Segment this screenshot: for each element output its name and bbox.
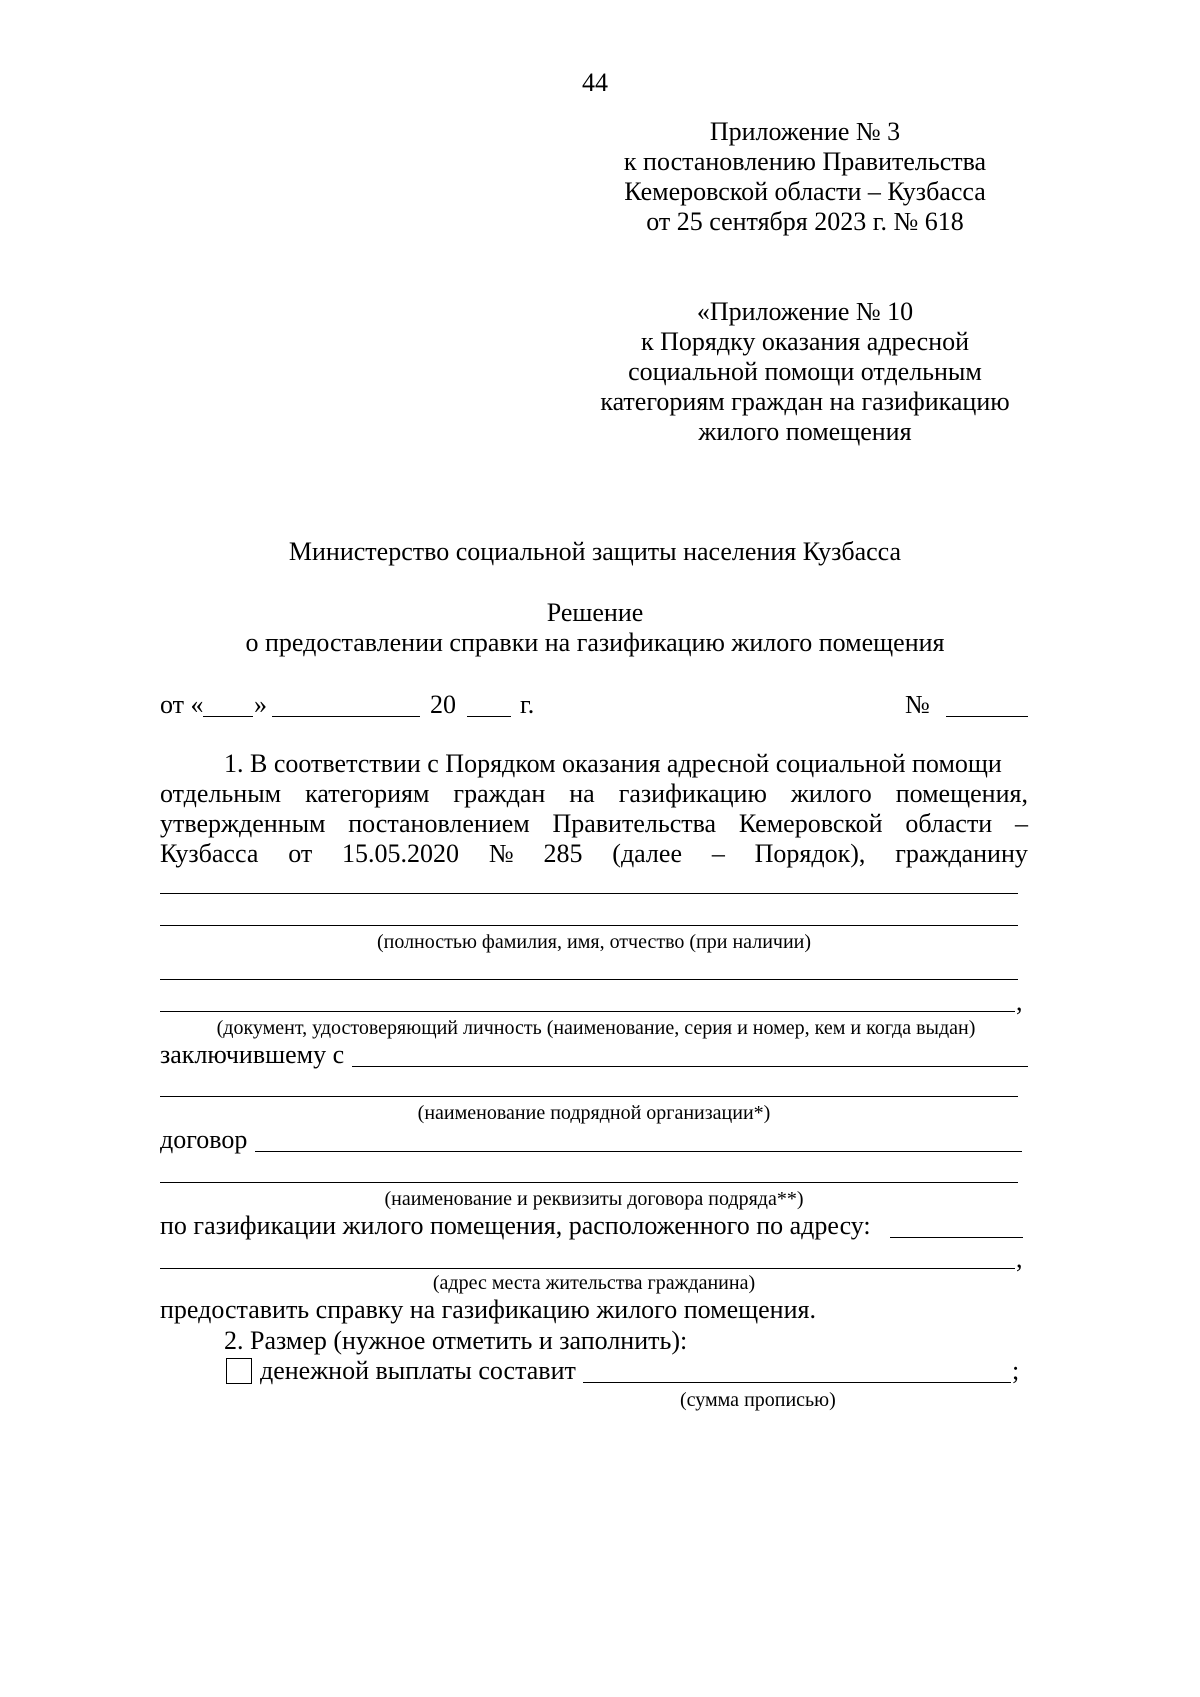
year-prefix: 20 [430, 690, 456, 719]
number-sign: № [905, 690, 930, 719]
word: (далее [612, 839, 682, 868]
appendix-subheader-line: категориям граждан на газификацию [600, 387, 1010, 416]
word: помещения, [895, 779, 1028, 808]
day-field[interactable] [203, 716, 253, 717]
sum-caption: (сумма прописью) [680, 1389, 836, 1411]
appendix-header-line: Приложение № 3 [709, 117, 901, 146]
word: утвержденным [160, 809, 326, 838]
word: 285 [543, 839, 583, 868]
payment-checkbox[interactable] [226, 1358, 252, 1384]
word: – [1014, 809, 1028, 838]
word: от [288, 839, 313, 868]
provide-statement: предоставить справку на газификацию жилого помещения. [160, 1295, 816, 1324]
semicolon: ; [1012, 1356, 1020, 1385]
appendix-subheader-line: к Порядку оказания адресной [640, 327, 970, 356]
appendix-header-line: к постановлению Правительства [623, 147, 987, 176]
number-field[interactable] [946, 716, 1028, 717]
para1-line2 [160, 779, 1028, 809]
appendix-subheader [600, 297, 1010, 447]
para1-line4 [160, 839, 1028, 869]
appendix-header [600, 117, 1010, 237]
comma: , [1016, 1244, 1023, 1273]
para1-line3 [160, 809, 1028, 839]
size-heading: 2. Размер (нужное отметить и заполнить): [224, 1326, 688, 1355]
word: постановлением [348, 809, 530, 838]
contractor-field-2[interactable] [160, 1096, 1018, 1097]
payment-label: денежной выплаты составит [260, 1356, 576, 1385]
word: отдельным [160, 779, 282, 808]
year-suffix: г. [520, 690, 535, 719]
date-close-quote: » [254, 690, 267, 719]
address-caption: (адрес места жительства гражданина) [432, 1272, 756, 1294]
address-label: по газификации жилого помещения, расположенного по адресу: [160, 1211, 871, 1240]
word: категориям [305, 779, 430, 808]
word: № [488, 839, 514, 868]
month-field[interactable] [272, 716, 420, 717]
document-caption: (документ, удостоверяющий личность (наименование, серия и номер, кем и когда выдан) [216, 1017, 976, 1039]
contract-caption: (наименование и реквизиты договора подряда**) [384, 1188, 804, 1210]
document-subtitle: о предоставлении справки на газификацию жилого помещения [245, 628, 945, 657]
document-title: Решение [546, 598, 644, 627]
address-field[interactable] [890, 1237, 1023, 1238]
appendix-header-line: от 25 сентября 2023 г. № 618 [646, 207, 964, 236]
concluded-with-label: заключившему с [160, 1040, 345, 1069]
date-prefix: от « [160, 690, 204, 719]
ministry-name: Министерство социальной защиты населения Кузбасса [288, 537, 902, 566]
appendix-subheader-line: жилого помещения [698, 417, 912, 446]
word: гражданину [895, 839, 1028, 868]
payment-amount-field[interactable] [583, 1382, 1011, 1383]
identity-document-field-2[interactable] [160, 1011, 1015, 1012]
word: Кемеровской [738, 809, 883, 838]
word: граждан [453, 779, 546, 808]
para1-line1: 1. В соответствии с Порядком оказания адресной социальной помощи [224, 749, 1002, 778]
word: Порядок), [754, 839, 866, 868]
year-field[interactable] [467, 716, 511, 717]
comma: , [1016, 987, 1023, 1016]
contract-field[interactable] [255, 1151, 1022, 1152]
word: 15.05.2020 [342, 839, 460, 868]
word: Кузбасса [160, 839, 259, 868]
appendix-subheader-line: «Приложение № 10 [696, 297, 914, 326]
word: на [569, 779, 595, 808]
word: области [905, 809, 993, 838]
address-field-2[interactable] [160, 1268, 1015, 1269]
word: газификацию [618, 779, 767, 808]
fio-caption: (полностью фамилия, имя, отчество (при наличии) [376, 931, 812, 953]
contract-field-2[interactable] [160, 1182, 1018, 1183]
appendix-header-line: Кемеровской области – Кузбасса [624, 177, 986, 206]
word: – [711, 839, 725, 868]
identity-document-field[interactable] [160, 979, 1018, 980]
appendix-subheader-line: социальной помощи отдельным [628, 357, 982, 386]
contract-label: договор [160, 1125, 248, 1154]
citizen-name-field[interactable] [160, 893, 1018, 894]
word: жилого [790, 779, 872, 808]
citizen-name-field-2[interactable] [160, 925, 1018, 926]
page-number: 44 [582, 68, 608, 97]
contractor-field[interactable] [352, 1066, 1028, 1067]
contractor-caption: (наименование подрядной организации*) [417, 1102, 771, 1124]
word: Правительства [552, 809, 717, 838]
